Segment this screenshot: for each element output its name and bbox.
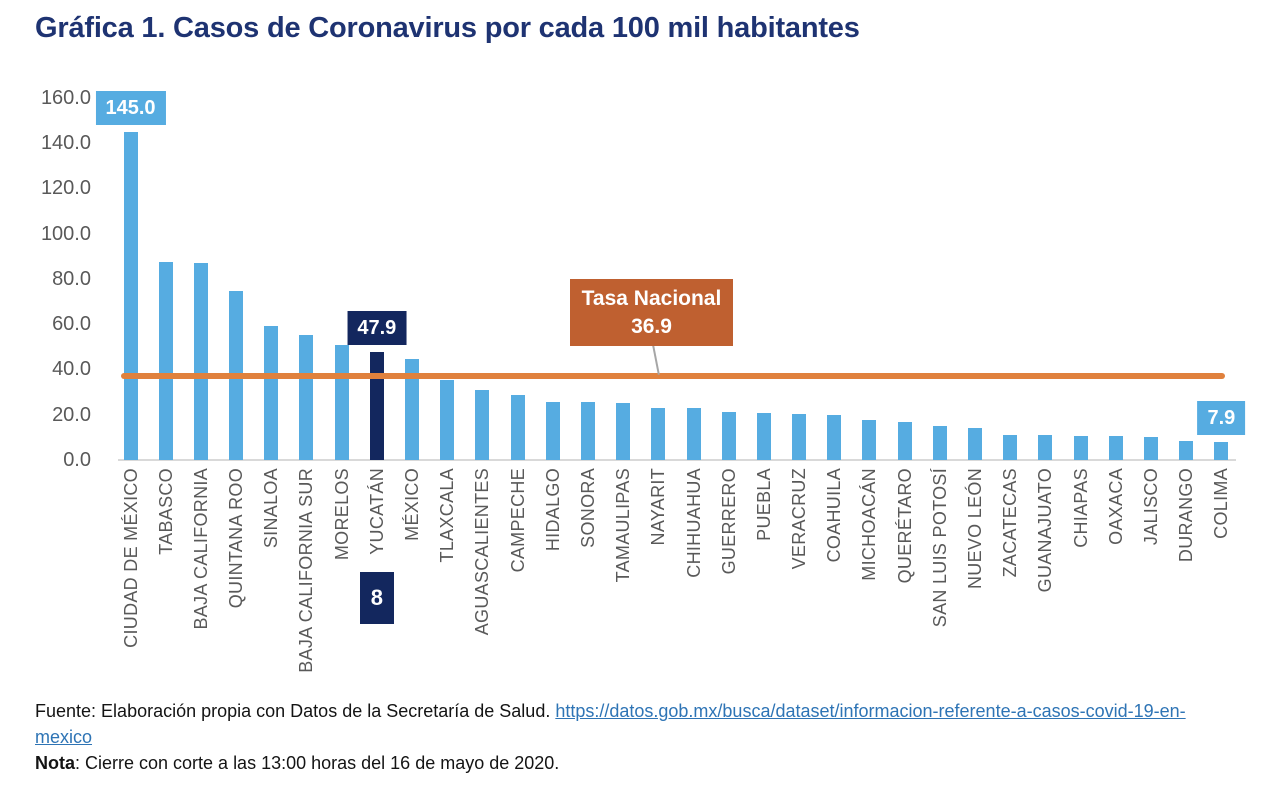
- x-axis-label: OAXACA: [1105, 468, 1126, 545]
- note-line: [35, 750, 1260, 776]
- x-axis-label: QUINTANA ROO: [226, 468, 247, 609]
- bar: [862, 420, 876, 460]
- bar: [933, 426, 947, 460]
- bar: [475, 390, 489, 460]
- x-axis-label: ZACATECAS: [1000, 468, 1021, 578]
- x-axis-label: BAJA CALIFORNIA: [190, 468, 211, 630]
- bar: [1038, 435, 1052, 460]
- bar: [1214, 442, 1228, 460]
- x-axis-label: JALISCO: [1141, 468, 1161, 546]
- source-link-line2[interactable]: mexico: [35, 727, 93, 747]
- bar: [440, 380, 454, 460]
- x-axis-label: MICHOACÁN: [859, 468, 880, 581]
- x-axis-line: [118, 459, 1236, 461]
- source-text: Elaboración propia con Datos de la Secretaría de Salud.: [96, 701, 556, 721]
- bar: [194, 263, 208, 460]
- bar: [1179, 441, 1193, 460]
- x-axis-label: CHIAPAS: [1070, 468, 1091, 548]
- footer: [35, 698, 1260, 776]
- x-axis-label: TAMAULIPAS: [613, 468, 634, 583]
- bar: [335, 345, 349, 460]
- source-label: Fuente:: [35, 701, 97, 721]
- x-axis-label: HIDALGO: [542, 468, 563, 552]
- bar: [651, 408, 665, 460]
- x-axis-label: PUEBLA: [753, 468, 774, 541]
- y-axis-tick-label: 60.0: [52, 313, 91, 336]
- x-axis-label: MÉXICO: [402, 468, 423, 541]
- bar: [827, 415, 841, 460]
- x-axis-label: AGUASCALIENTES: [472, 468, 493, 636]
- x-axis-label: COAHUILA: [824, 468, 845, 563]
- note-text: : Cierre con corte a las 13:00 horas del 16 de mayo de 2020.: [75, 753, 560, 773]
- y-axis-tick-label: 0.0: [63, 449, 91, 471]
- x-axis-label: NAYARIT: [648, 468, 669, 546]
- x-axis-label: SINALOA: [261, 468, 282, 549]
- x-axis-label: BAJA CALIFORNIA SUR: [296, 468, 317, 673]
- x-axis-label: GUERRERO: [718, 468, 739, 575]
- bar: [511, 395, 525, 460]
- bar-highlighted: [370, 352, 384, 460]
- y-axis-tick-label: 20.0: [52, 403, 91, 426]
- x-axis-label: QUERÉTARO: [894, 468, 915, 584]
- y-axis-tick-label: 80.0: [52, 267, 91, 290]
- x-axis-label: CHIHUAHUA: [683, 468, 704, 578]
- rank-badge: 8: [360, 572, 394, 624]
- bar: [757, 413, 771, 460]
- bar: [299, 335, 313, 460]
- callout-line: [652, 345, 660, 375]
- national-rate-callout: [570, 279, 733, 346]
- national-rate-value: 36.9: [631, 314, 672, 338]
- y-axis-tick-label: 120.0: [40, 177, 91, 200]
- x-axis-label: YUCATÁN: [366, 468, 387, 555]
- bar: [1074, 436, 1088, 460]
- bar: [1109, 436, 1123, 460]
- bar: [124, 132, 138, 460]
- y-axis-tick-label: 160.0: [40, 86, 91, 109]
- bar: [616, 403, 630, 460]
- y-axis-tick-label: 140.0: [40, 131, 91, 154]
- data-label: 7.9: [1197, 401, 1245, 435]
- x-axis-label: VERACRUZ: [789, 468, 810, 570]
- chart-title: Gráfica 1. Casos de Coronavirus por cada 100 mil habitantes: [35, 12, 860, 44]
- bar: [159, 262, 173, 460]
- y-axis-tick-label: 100.0: [40, 222, 91, 245]
- y-axis-tick-label: 40.0: [52, 358, 91, 381]
- x-axis-label: CAMPECHE: [507, 468, 528, 573]
- bar: [1003, 435, 1017, 460]
- national-rate-line: [121, 373, 1225, 379]
- bar: [687, 408, 701, 460]
- note-label: Nota: [35, 753, 75, 773]
- bar: [898, 422, 912, 460]
- x-axis-label: SAN LUIS POTOSÍ: [929, 468, 950, 628]
- bar: [792, 414, 806, 460]
- data-label: 47.9: [347, 311, 406, 345]
- x-axis-label: TABASCO: [155, 468, 176, 555]
- x-axis-label: SONORA: [577, 468, 598, 548]
- x-axis-label: TLAXCALA: [437, 468, 458, 563]
- source-line: [35, 698, 1260, 750]
- x-axis-label: NUEVO LEÓN: [965, 468, 986, 590]
- bar: [968, 428, 982, 460]
- x-axis-label: GUANAJUATO: [1035, 468, 1056, 593]
- bar: [1144, 437, 1158, 460]
- bar: [264, 326, 278, 460]
- data-label: 145.0: [95, 91, 165, 125]
- bar: [546, 402, 560, 460]
- x-axis-label: CIUDAD DE MÉXICO: [120, 468, 141, 648]
- bar: [581, 402, 595, 460]
- x-axis-label: MORELOS: [331, 468, 352, 561]
- x-axis-label: DURANGO: [1176, 468, 1197, 563]
- national-rate-label: Tasa Nacional: [581, 286, 722, 310]
- bar: [722, 412, 736, 460]
- x-axis-label: COLIMA: [1211, 468, 1232, 539]
- source-link-line1[interactable]: https://datos.gob.mx/busca/dataset/informacion-referente-a-casos-covid-19-en-: [555, 701, 1186, 721]
